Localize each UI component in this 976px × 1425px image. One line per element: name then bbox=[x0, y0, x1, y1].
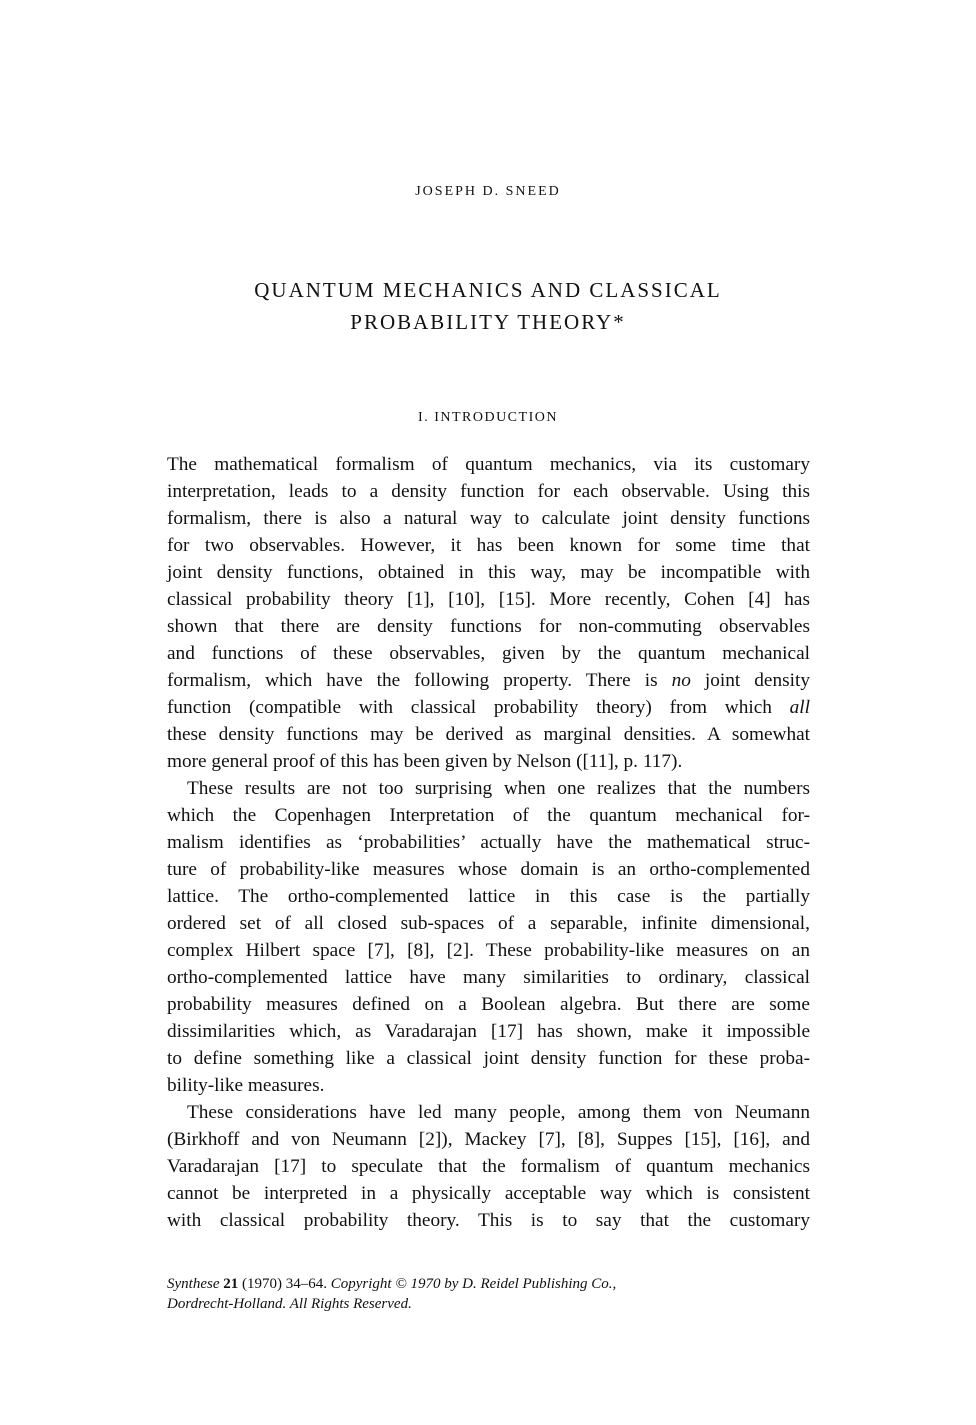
citation-footer bbox=[167, 1274, 810, 1314]
text-line: which the Copenhagen Interpretation of the quantum mechanical for- bbox=[167, 805, 810, 826]
body-text bbox=[167, 451, 810, 1234]
text-line: formalism, which have the following property. There is no joint density bbox=[167, 670, 810, 691]
text-line: and functions of these observables, given by the quantum mechanical bbox=[167, 643, 810, 664]
text-line: The mathematical formalism of quantum mechanics, via its customary bbox=[167, 454, 810, 475]
paper-title bbox=[0, 274, 976, 338]
copyright-notice: Copyright © 1970 by D. Reidel Publishing Co., bbox=[330, 1276, 617, 1292]
text-line: with classical probability theory. This is to say that the customary bbox=[167, 1210, 810, 1231]
text-line: formalism, there is also a natural way to calculate joint density functions bbox=[167, 508, 810, 529]
text-line: lattice. The ortho-complemented lattice in this case is the partially bbox=[167, 886, 810, 907]
text-line: dissimilarities which, as Varadarajan [17] has shown, make it impossible bbox=[167, 1021, 810, 1042]
text-line: (Birkhoff and von Neumann [2]), Mackey [7], [8], Suppes [15], [16], and bbox=[167, 1129, 810, 1150]
text-line: joint density functions, obtained in this way, may be incompatible with bbox=[167, 562, 810, 583]
text-line: more general proof of this has been given by Nelson ([11], p. 117). bbox=[167, 751, 683, 772]
journal-year-pages: (1970) 34–64. bbox=[241, 1276, 327, 1292]
text-line: for two observables. However, it has been known for some time that bbox=[167, 535, 810, 556]
footer-line-2: Dordrecht-Holland. All Rights Reserved. bbox=[167, 1296, 412, 1312]
text-line: These results are not too surprising when one realizes that the numbers bbox=[187, 778, 810, 799]
paragraph bbox=[167, 451, 810, 775]
footer-line-1 bbox=[167, 1274, 810, 1294]
author-name: JOSEPH D. SNEED bbox=[415, 184, 561, 199]
text-line: interpretation, leads to a density function for each observable. Using this bbox=[167, 481, 810, 502]
emphasis-word: all bbox=[789, 697, 810, 718]
emphasis-word: no bbox=[671, 670, 691, 691]
paragraph bbox=[167, 1099, 810, 1234]
text-line: complex Hilbert space [7], [8], [2]. These probability-like measures on an bbox=[167, 940, 810, 961]
title-line-1: QUANTUM MECHANICS AND CLASSICAL bbox=[254, 278, 722, 302]
text-line: to define something like a classical joint density function for these proba- bbox=[167, 1048, 810, 1069]
text-line: function (compatible with classical probability theory) from which all bbox=[167, 697, 810, 718]
text-line: cannot be interpreted in a physically acceptable way which is consistent bbox=[167, 1183, 810, 1204]
text-line: ture of probability-like measures whose domain is an ortho-complemented bbox=[167, 859, 810, 880]
section-heading: I. INTRODUCTION bbox=[418, 410, 558, 425]
text-line: ortho-complemented lattice have many similarities to ordinary, classical bbox=[167, 967, 810, 988]
text-line: probability measures defined on a Boolean algebra. But there are some bbox=[167, 994, 810, 1015]
text-line: bility-like measures. bbox=[167, 1075, 325, 1096]
text-line: shown that there are density functions for non-commuting observables bbox=[167, 616, 810, 637]
text-line: ordered set of all closed sub-spaces of a separable, infinite dimensional, bbox=[167, 913, 810, 934]
paragraph bbox=[167, 775, 810, 1099]
title-line-2: PROBABILITY THEORY* bbox=[350, 310, 626, 334]
text-line: Varadarajan [17] to speculate that the formalism of quantum mechanics bbox=[167, 1156, 810, 1177]
journal-volume: 21 bbox=[223, 1276, 239, 1292]
journal-name: Synthese bbox=[167, 1276, 220, 1292]
text-line: these density functions may be derived as marginal densities. A somewhat bbox=[167, 724, 810, 745]
text-line: classical probability theory [1], [10], [15]. More recently, Cohen [4] has bbox=[167, 589, 810, 610]
text-line: malism identifies as ‘probabilities’ actually have the mathematical struc- bbox=[167, 832, 810, 853]
text-line: These considerations have led many people, among them von Neumann bbox=[187, 1102, 810, 1123]
